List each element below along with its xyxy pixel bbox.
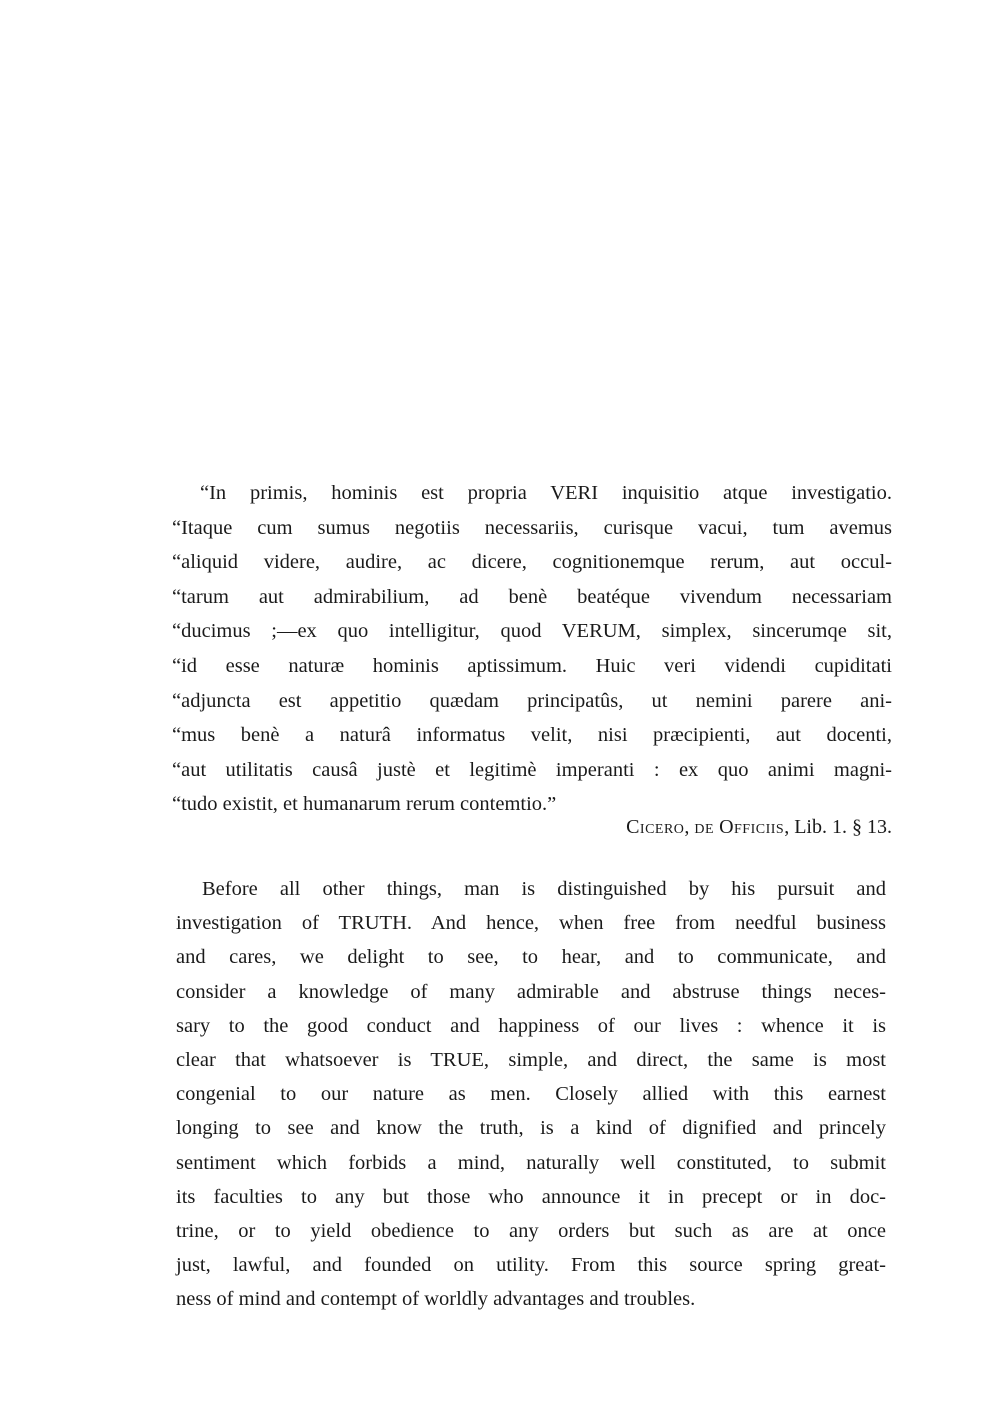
english-line: trine, or to yield obedience to any orders but such as are at once	[176, 1219, 886, 1242]
latin-line: “tarum aut admirabilium, ad benè beatéque vivendum necessariam	[172, 585, 892, 608]
latin-line: “ducimus ;—ex quo intelligitur, quod VERUM, simplex, sincerumqe sit,	[172, 620, 892, 643]
english-translation	[176, 872, 886, 1316]
attribution-work: Officiis	[719, 816, 785, 838]
english-line: sary to the good conduct and happiness of our lives : whence it is	[176, 1014, 886, 1037]
english-line: sentiment which forbids a mind, naturally well constituted, to submit	[176, 1151, 886, 1174]
english-line: and cares, we delight to see, to hear, and to communicate, and	[176, 946, 886, 969]
latin-line: “adjuncta est appetitio quædam principatûs, ut nemini parere ani-	[172, 689, 892, 712]
latin-line: “mus benè a naturâ informatus velit, nisi præcipienti, aut docenti,	[172, 724, 892, 747]
english-line: consider a knowledge of many admirable and abstruse things neces-	[176, 980, 886, 1003]
latin-epigraph	[172, 476, 892, 822]
latin-line: “aut utilitatis causâ justè et legitimè imperanti : ex quo animi magni-	[172, 758, 892, 781]
attribution-author: Cicero	[626, 816, 685, 838]
latin-line: “id esse naturæ hominis aptissimum. Huic veri videndi cupiditati	[172, 654, 892, 677]
latin-line: “tudo existit, et humanarum rerum contemtio.”	[172, 793, 557, 816]
english-line: congenial to our nature as men. Closely allied with this earnest	[176, 1083, 886, 1106]
english-line: ness of mind and contempt of worldly advantages and troubles.	[176, 1288, 696, 1311]
english-line: clear that whatsoever is TRUE, simple, and direct, the same is most	[176, 1048, 886, 1071]
english-line: just, lawful, and founded on utility. From this source spring great-	[176, 1254, 886, 1277]
latin-line: “aliquid videre, audire, ac dicere, cognitionemque rerum, aut occul-	[172, 551, 892, 574]
english-line: its faculties to any but those who announce it in precept or in doc-	[176, 1185, 886, 1208]
epigraph-attribution: Cicero, de Officiis, Lib. 1. § 13.	[626, 816, 892, 838]
attribution-location: , Lib. 1. § 13.	[784, 816, 892, 838]
attribution-work-prefix: de	[694, 816, 715, 838]
english-line: Before all other things, man is distinguished by his pursuit and	[202, 878, 886, 900]
english-line: longing to see and know the truth, is a kind of dignified and princely	[176, 1117, 886, 1140]
latin-line: “Itaque cum sumus negotiis necessariis, curisque vacui, tum avemus	[172, 516, 892, 539]
english-line: investigation of TRUTH. And hence, when free from needful business	[176, 912, 886, 935]
latin-line: “In primis, hominis est propria VERI inquisitio atque investigatio.	[200, 482, 892, 504]
